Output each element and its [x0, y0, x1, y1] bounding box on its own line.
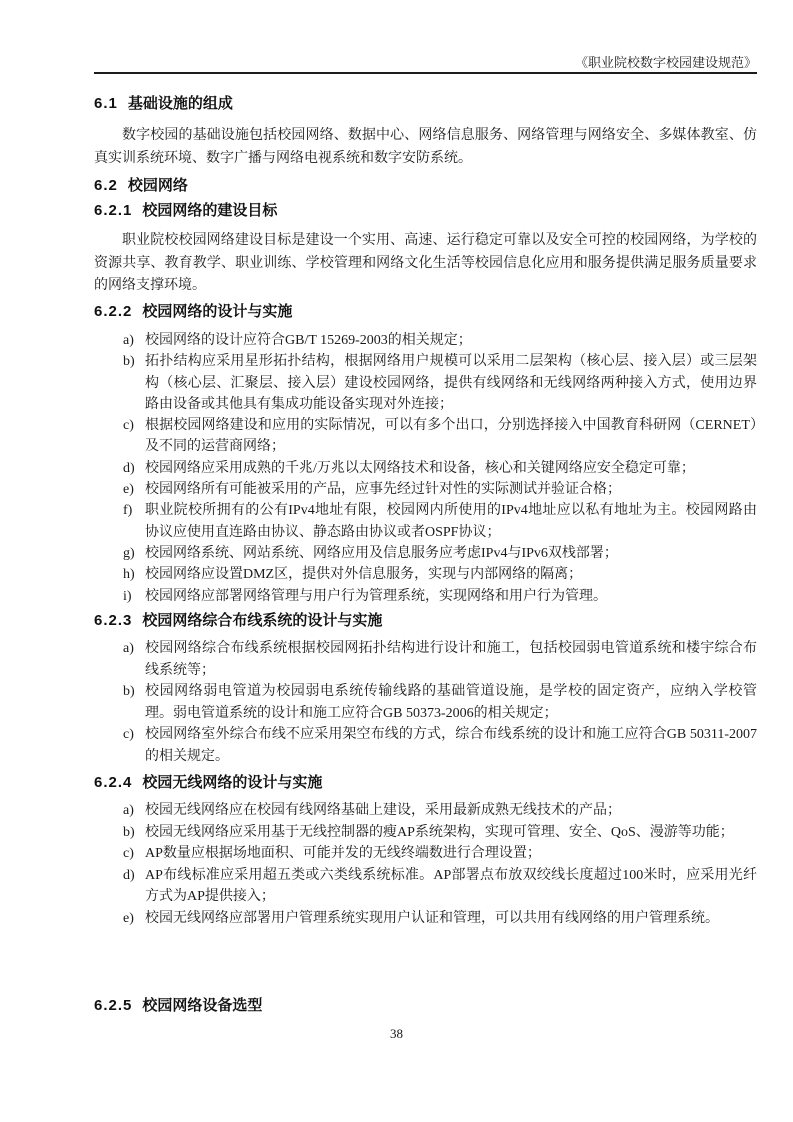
list-item-marker: c): [123, 727, 134, 742]
section-number: 6.2.5: [94, 997, 133, 1014]
list-item-text: AP数量应根据场地面积、可能并发的无线终端数进行合理设置；: [145, 846, 541, 861]
list-item: [94, 681, 757, 724]
list-item-text: 校园网络系统、网站系统、网络应用及信息服务应考虑IPv4与IPv6双栈部署；: [145, 545, 618, 561]
section-heading-6-1: [94, 94, 757, 114]
list-item-text: 校园无线网络应在校园有线网络基础上建设，采用最新成熟无线技术的产品；: [145, 803, 621, 818]
list-item-text: AP布线标准应采用超五类或六类线系统标准。AP部署点布放双绞线长度超过100米时，应采用光纤方式为AP提供接入；: [145, 867, 757, 904]
list-item-marker: f): [123, 503, 133, 519]
list-item-text: 拓扑结构应采用星形拓扑结构，根据网络用户规模可以采用二层架构（核心层、接入层）或三层架构（核心层、汇聚层、接入层）建设校园网络，提供有线网络和无线网络两种接入方式，使用边界路由设备或其他具有集成功能设备实现对外连接；: [145, 354, 757, 412]
list-item: [94, 800, 757, 822]
list-item: [94, 724, 757, 767]
list-item: [94, 479, 757, 500]
list-item: [94, 908, 757, 930]
section-title: 校园无线网络的设计与实施: [142, 774, 323, 791]
list-item-text: 校园网络弱电管道为校园弱电系统传输线路的基础管道设施，是学校的固定资产，应纳入学校管理。弱电管道系统的设计和施工应符合GB 50373-2006的相关规定；: [145, 684, 757, 721]
list-item-marker: e): [123, 910, 134, 926]
section-heading-6-2-4: [94, 773, 757, 793]
list-item: [94, 843, 757, 865]
list-item: [94, 638, 757, 681]
list-item-marker: h): [123, 567, 135, 583]
section-number: 6.1: [94, 95, 118, 112]
list-item-marker: b): [123, 684, 135, 699]
list-item: [94, 564, 757, 585]
list-item-text: 校园无线网络应采用基于无线控制器的瘦AP系统架构，实现可管理、安全、QoS、漫游等功能；: [145, 824, 734, 840]
section-title: 校园网络的建设目标: [142, 202, 278, 219]
header-rule: [94, 72, 757, 74]
section-title: 基础设施的组成: [127, 95, 233, 112]
list-item-text: 校园网络综合布线系统根据校园网拓扑结构进行设计和施工，包括校园弱电管道系统和楼宇综合布线系统等；: [145, 641, 757, 678]
list-6-2-3: [94, 638, 757, 767]
list-item-marker: b): [123, 824, 135, 840]
list-item-marker: a): [123, 641, 134, 656]
list-item-marker: a): [123, 333, 134, 348]
section-heading-6-2: [94, 176, 757, 196]
list-item-text: 校园网络应设置DMZ区，提供对外信息服务，实现与内部网络的隔离；: [145, 567, 583, 583]
list-item: [94, 586, 757, 607]
list-item: [94, 500, 757, 543]
list-item-text: 校园网络的设计应符合GB/T 15269-2003的相关规定；: [145, 333, 472, 348]
paragraph-6-1: 数字校园的基础设施包括校园网络、数据中心、网络信息服务、网络管理与网络安全、多媒体教室、仿真实训系统环境、数字广播与网络电视系统和数字安防系统。: [94, 128, 757, 166]
list-item-marker: b): [123, 354, 135, 370]
page-header: [94, 55, 757, 70]
section-heading-6-2-5: [94, 996, 757, 1016]
list-item-text: 校园网络应部署网络管理与用户行为管理系统，实现网络和用户行为管理。: [145, 588, 607, 604]
section-heading-6-2-3: [94, 611, 757, 631]
list-item-marker: d): [123, 867, 135, 883]
section-title: 校园网络: [127, 177, 188, 194]
list-item-text: 校园无线网络应部署用户管理系统实现用户认证和管理，可以共用有线网络的用户管理系统。: [145, 910, 719, 926]
section-number: 6.2: [94, 177, 118, 194]
list-item-marker: g): [123, 545, 135, 561]
list-item-marker: c): [123, 418, 134, 434]
list-item-marker: e): [123, 482, 134, 498]
list-item: [94, 543, 757, 564]
section-number: 6.2.3: [94, 612, 133, 629]
header-doc-title: 《职业院校数字校园建设规范》: [574, 55, 757, 70]
section-number: 6.2.2: [94, 303, 133, 320]
list-item-text: 职业院校所拥有的公有IPv4地址有限，校园网内所使用的IPv4地址应以私有地址为主。校园网路由协议应使用直连路由协议、静态路由协议或者OSPF协议；: [145, 503, 757, 540]
list-item: [94, 458, 757, 479]
list-item-marker: a): [123, 803, 134, 818]
section-title: 校园网络设备选型: [142, 997, 263, 1014]
list-6-2-2: [94, 330, 757, 607]
list-item: [94, 330, 757, 351]
section-heading-6-2-2: [94, 302, 757, 322]
list-item-text: 校园网络所有可能被采用的产品，应事先经过针对性的实际测试并验证合格；: [145, 482, 621, 498]
section-title: 校园网络综合布线系统的设计与实施: [142, 612, 383, 629]
list-item: [94, 822, 757, 844]
list-item-text: 校园网络室外综合布线不应采用架空布线的方式，综合布线系统的设计和施工应符合GB 50311-2007的相关规定。: [145, 727, 757, 764]
section-number: 6.2.4: [94, 774, 133, 791]
section-number: 6.2.1: [94, 202, 133, 219]
list-item-marker: d): [123, 460, 135, 476]
list-item: [94, 865, 757, 908]
page-number: 38: [390, 1026, 403, 1041]
list-item-marker: c): [123, 846, 134, 861]
list-item-text: 根据校园网络建设和应用的实际情况，可以有多个出口，分别选择接入中国教育科研网（CERNET）及不同的运营商网络；: [145, 418, 757, 455]
section-title: 校园网络的设计与实施: [142, 303, 293, 320]
paragraph-6-2-1: 职业院校校园网络建设目标是建设一个实用、高速、运行稳定可靠以及安全可控的校园网络，为学校的资源共享、教育教学、职业训练、学校管理和网络文化生活等校园信息化应用和服务提供满足服务质量要求的网络支撑环境。: [94, 233, 757, 293]
list-item-marker: i): [123, 588, 132, 604]
list-6-2-4: [94, 800, 757, 929]
list-item: [94, 351, 757, 415]
section-heading-6-2-1: [94, 201, 757, 221]
list-item: [94, 415, 757, 458]
list-item-text: 校园网络应采用成熟的千兆/万兆以太网络技术和设备，核心和关键网络应安全稳定可靠；: [145, 460, 695, 476]
